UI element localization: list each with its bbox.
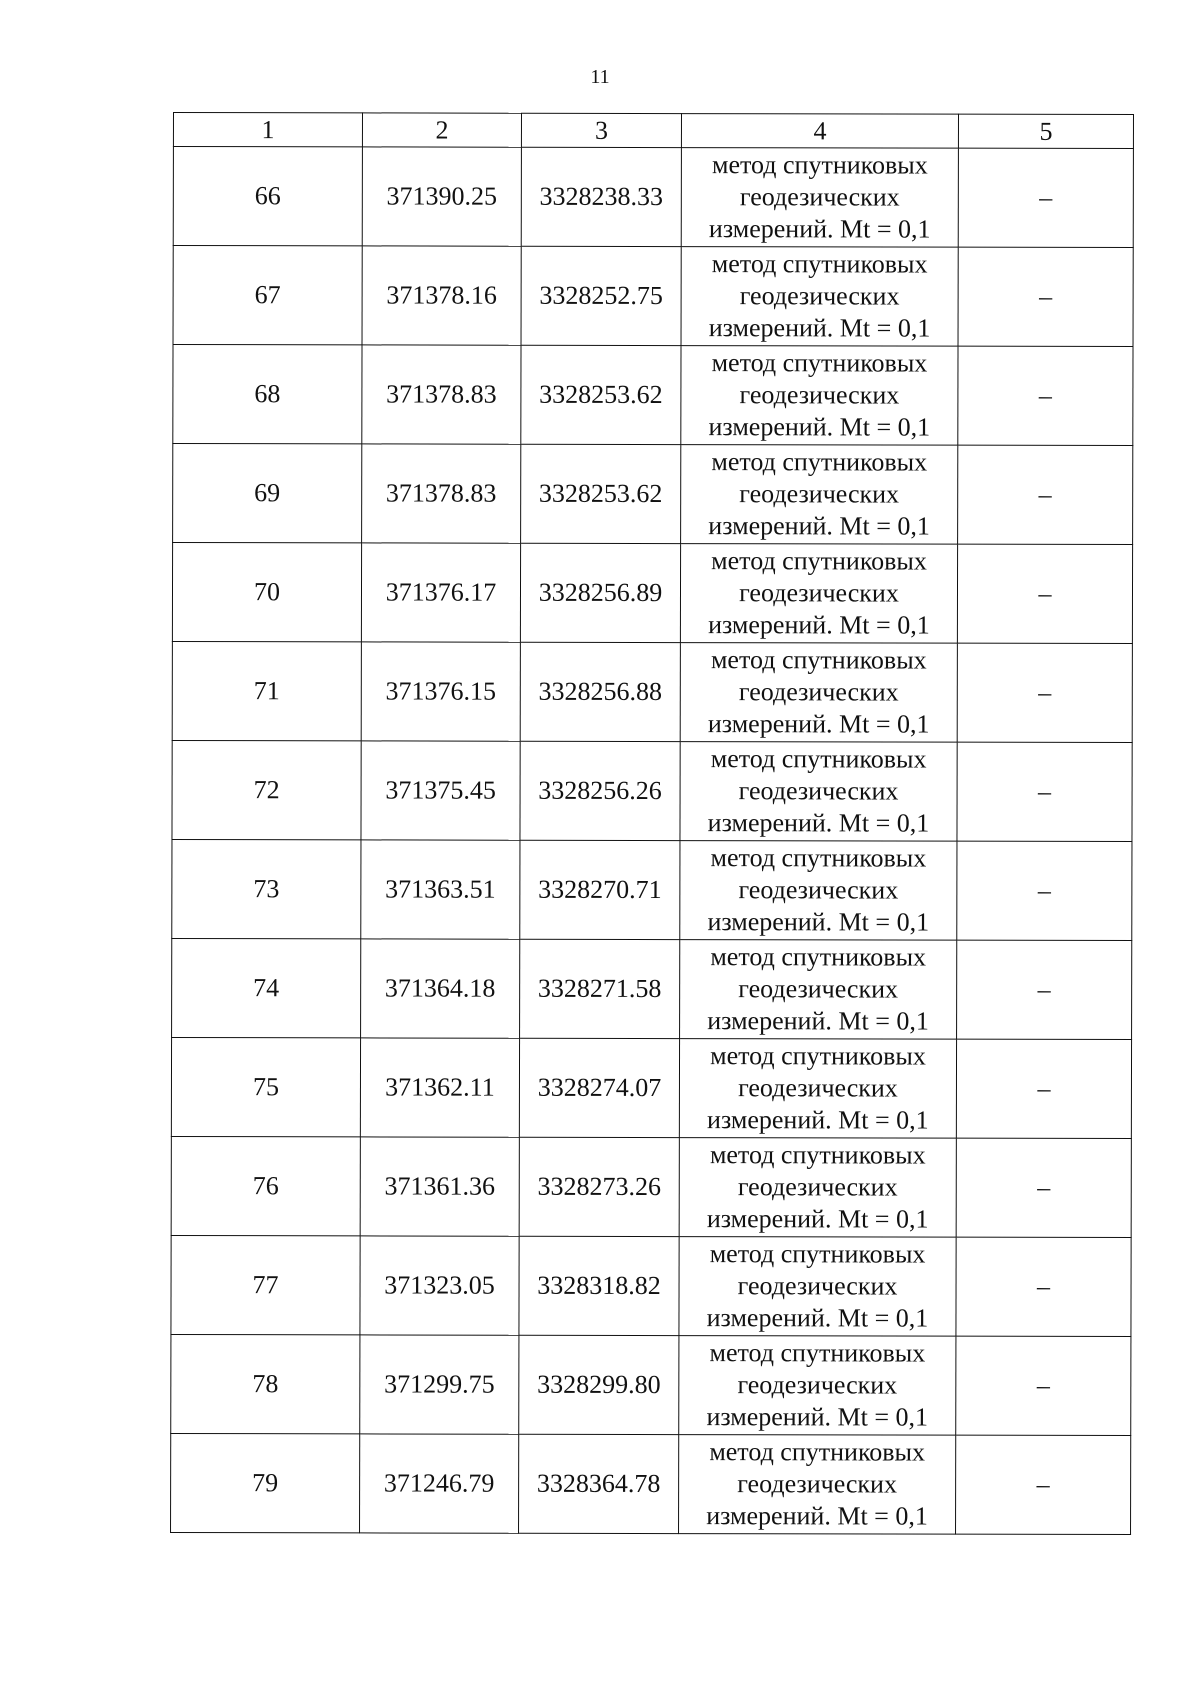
table-row [171, 1037, 1131, 1138]
method-line: геодезических [737, 1172, 898, 1202]
x-coordinate-cell: 371390.25 [362, 147, 521, 246]
header-col-4: 4 [681, 114, 958, 149]
method-line: измерений. Mt = 0,1 [708, 412, 931, 442]
method-cell [680, 742, 957, 842]
y-coordinate-cell: 3328256.89 [520, 543, 680, 642]
method-cell [680, 643, 957, 743]
point-number-cell: 71 [172, 641, 361, 740]
table-row [173, 246, 1133, 347]
method-line: измерений. Mt = 0,1 [708, 610, 930, 640]
table-row [173, 345, 1133, 446]
method-cell [679, 1336, 956, 1436]
point-number-cell: 73 [172, 839, 361, 938]
method-cell [681, 445, 958, 545]
method-cell [680, 940, 957, 1040]
table-row [173, 147, 1133, 248]
point-number-cell: 77 [171, 1235, 360, 1334]
x-coordinate-cell: 371378.83 [362, 345, 521, 444]
method-line: измерений. Mt = 0,1 [707, 1006, 929, 1036]
method-line: метод спутниковых [710, 1041, 926, 1071]
table-row [171, 1334, 1131, 1435]
y-coordinate-cell: 3328252.75 [521, 246, 681, 345]
table-body [171, 147, 1134, 1535]
y-coordinate-cell: 3328253.62 [521, 444, 681, 543]
note-cell: – [957, 643, 1132, 742]
x-coordinate-cell: 371375.45 [361, 741, 520, 840]
table-row [172, 641, 1132, 742]
coordinates-table [170, 112, 1134, 1535]
method-line: геодезических [738, 974, 899, 1004]
method-line: метод спутниковых [709, 1140, 926, 1170]
table-row [172, 938, 1132, 1039]
x-coordinate-cell: 371246.79 [360, 1434, 519, 1533]
header-col-1: 1 [173, 113, 362, 147]
point-number-cell: 67 [173, 246, 362, 345]
point-number-cell: 68 [173, 345, 362, 444]
method-line: геодезических [738, 875, 899, 905]
method-line: геодезических [739, 281, 900, 311]
method-line: измерений. Mt = 0,1 [706, 1402, 929, 1432]
table-row [172, 839, 1132, 940]
note-cell: – [957, 544, 1132, 643]
method-line: метод спутниковых [709, 1338, 926, 1368]
method-cell [681, 247, 958, 347]
method-line: измерений. Mt = 0,1 [706, 1204, 929, 1234]
y-coordinate-cell: 3328364.78 [519, 1434, 679, 1533]
method-line: измерений. Mt = 0,1 [708, 214, 931, 244]
note-cell: – [957, 742, 1132, 841]
table-row [171, 1136, 1131, 1237]
method-line: измерений. Mt = 0,1 [708, 511, 930, 541]
method-line: геодезических [737, 1469, 898, 1499]
note-cell: – [958, 148, 1133, 247]
method-line: измерений. Mt = 0,1 [706, 1303, 929, 1333]
point-number-cell: 66 [173, 147, 362, 246]
method-line: метод спутниковых [711, 249, 928, 279]
x-coordinate-cell: 371364.18 [361, 939, 520, 1038]
note-cell: – [958, 247, 1133, 346]
x-coordinate-cell: 371376.15 [361, 642, 520, 741]
method-line: геодезических [738, 677, 899, 707]
y-coordinate-cell: 3328299.80 [519, 1335, 679, 1434]
point-number-cell: 69 [173, 444, 362, 543]
note-cell: – [958, 445, 1133, 544]
method-cell [681, 346, 958, 446]
point-number-cell: 72 [172, 740, 361, 839]
method-cell [680, 841, 957, 941]
x-coordinate-cell: 371299.75 [360, 1335, 519, 1434]
method-line: геодезических [739, 380, 900, 410]
method-line: измерений. Mt = 0,1 [706, 1501, 928, 1531]
point-number-cell: 75 [171, 1037, 360, 1136]
method-line: метод спутниковых [710, 942, 927, 972]
header-col-5: 5 [958, 114, 1133, 148]
method-line: измерений. Mt = 0,1 [707, 709, 930, 739]
header-col-2: 2 [362, 113, 521, 147]
y-coordinate-cell: 3328270.71 [520, 840, 680, 939]
y-coordinate-cell: 3328318.82 [519, 1236, 679, 1335]
method-line: измерений. Mt = 0,1 [707, 808, 930, 838]
point-number-cell: 74 [172, 938, 361, 1037]
table-row [172, 543, 1132, 644]
note-cell: – [957, 841, 1132, 940]
y-coordinate-cell: 3328253.62 [521, 345, 681, 444]
point-number-cell: 79 [171, 1433, 360, 1532]
method-line: метод спутниковых [710, 645, 927, 675]
method-cell [679, 1039, 956, 1139]
method-cell [679, 1237, 956, 1337]
y-coordinate-cell: 3328256.88 [520, 642, 680, 741]
y-coordinate-cell: 3328274.07 [519, 1038, 679, 1137]
method-cell [679, 1138, 956, 1238]
method-line: метод спутниковых [709, 1437, 926, 1467]
y-coordinate-cell: 3328273.26 [519, 1137, 679, 1236]
y-coordinate-cell: 3328238.33 [521, 147, 681, 246]
method-cell [681, 148, 958, 248]
table-header [173, 113, 1133, 149]
method-cell [680, 544, 957, 644]
y-coordinate-cell: 3328256.26 [520, 741, 680, 840]
method-line: измерений. Mt = 0,1 [708, 313, 931, 343]
method-line: метод спутниковых [711, 447, 928, 477]
method-line: измерений. Mt = 0,1 [707, 1105, 929, 1135]
note-cell: – [958, 346, 1133, 445]
x-coordinate-cell: 371323.05 [360, 1236, 519, 1335]
x-coordinate-cell: 371361.36 [360, 1137, 519, 1236]
method-line: геодезических [739, 479, 900, 509]
x-coordinate-cell: 371362.11 [360, 1038, 519, 1137]
header-col-3: 3 [521, 113, 681, 147]
method-line: геодезических [738, 776, 899, 806]
method-line: метод спутниковых [711, 348, 928, 378]
method-line: геодезических [737, 1370, 898, 1400]
table-row [173, 444, 1133, 545]
x-coordinate-cell: 371378.83 [362, 444, 521, 543]
x-coordinate-cell: 371376.17 [361, 543, 520, 642]
method-line: метод спутниковых [709, 1239, 926, 1269]
page-number: 11 [590, 66, 610, 88]
method-line: измерений. Mt = 0,1 [707, 907, 930, 937]
note-cell: – [957, 940, 1132, 1039]
method-line: метод спутниковых [711, 546, 927, 576]
point-number-cell: 78 [171, 1334, 360, 1433]
method-line: метод спутниковых [712, 150, 928, 180]
x-coordinate-cell: 371363.51 [361, 840, 520, 939]
header-row [173, 113, 1133, 149]
note-cell: – [956, 1237, 1131, 1336]
y-coordinate-cell: 3328271.58 [520, 939, 680, 1038]
point-number-cell: 76 [171, 1136, 360, 1235]
method-line: геодезических [739, 182, 900, 212]
table-row [171, 1235, 1131, 1336]
note-cell: – [956, 1336, 1131, 1435]
method-line: метод спутниковых [710, 843, 927, 873]
table-row [172, 740, 1132, 841]
method-line: геодезических [739, 578, 899, 608]
note-cell: – [956, 1138, 1131, 1237]
method-cell [679, 1435, 956, 1535]
method-line: геодезических [737, 1271, 898, 1301]
point-number-cell: 70 [172, 543, 361, 642]
note-cell: – [956, 1039, 1131, 1138]
x-coordinate-cell: 371378.16 [362, 246, 521, 345]
table-row [171, 1433, 1131, 1534]
method-line: метод спутниковых [710, 744, 927, 774]
note-cell: – [956, 1435, 1131, 1534]
method-line: геодезических [738, 1073, 898, 1103]
